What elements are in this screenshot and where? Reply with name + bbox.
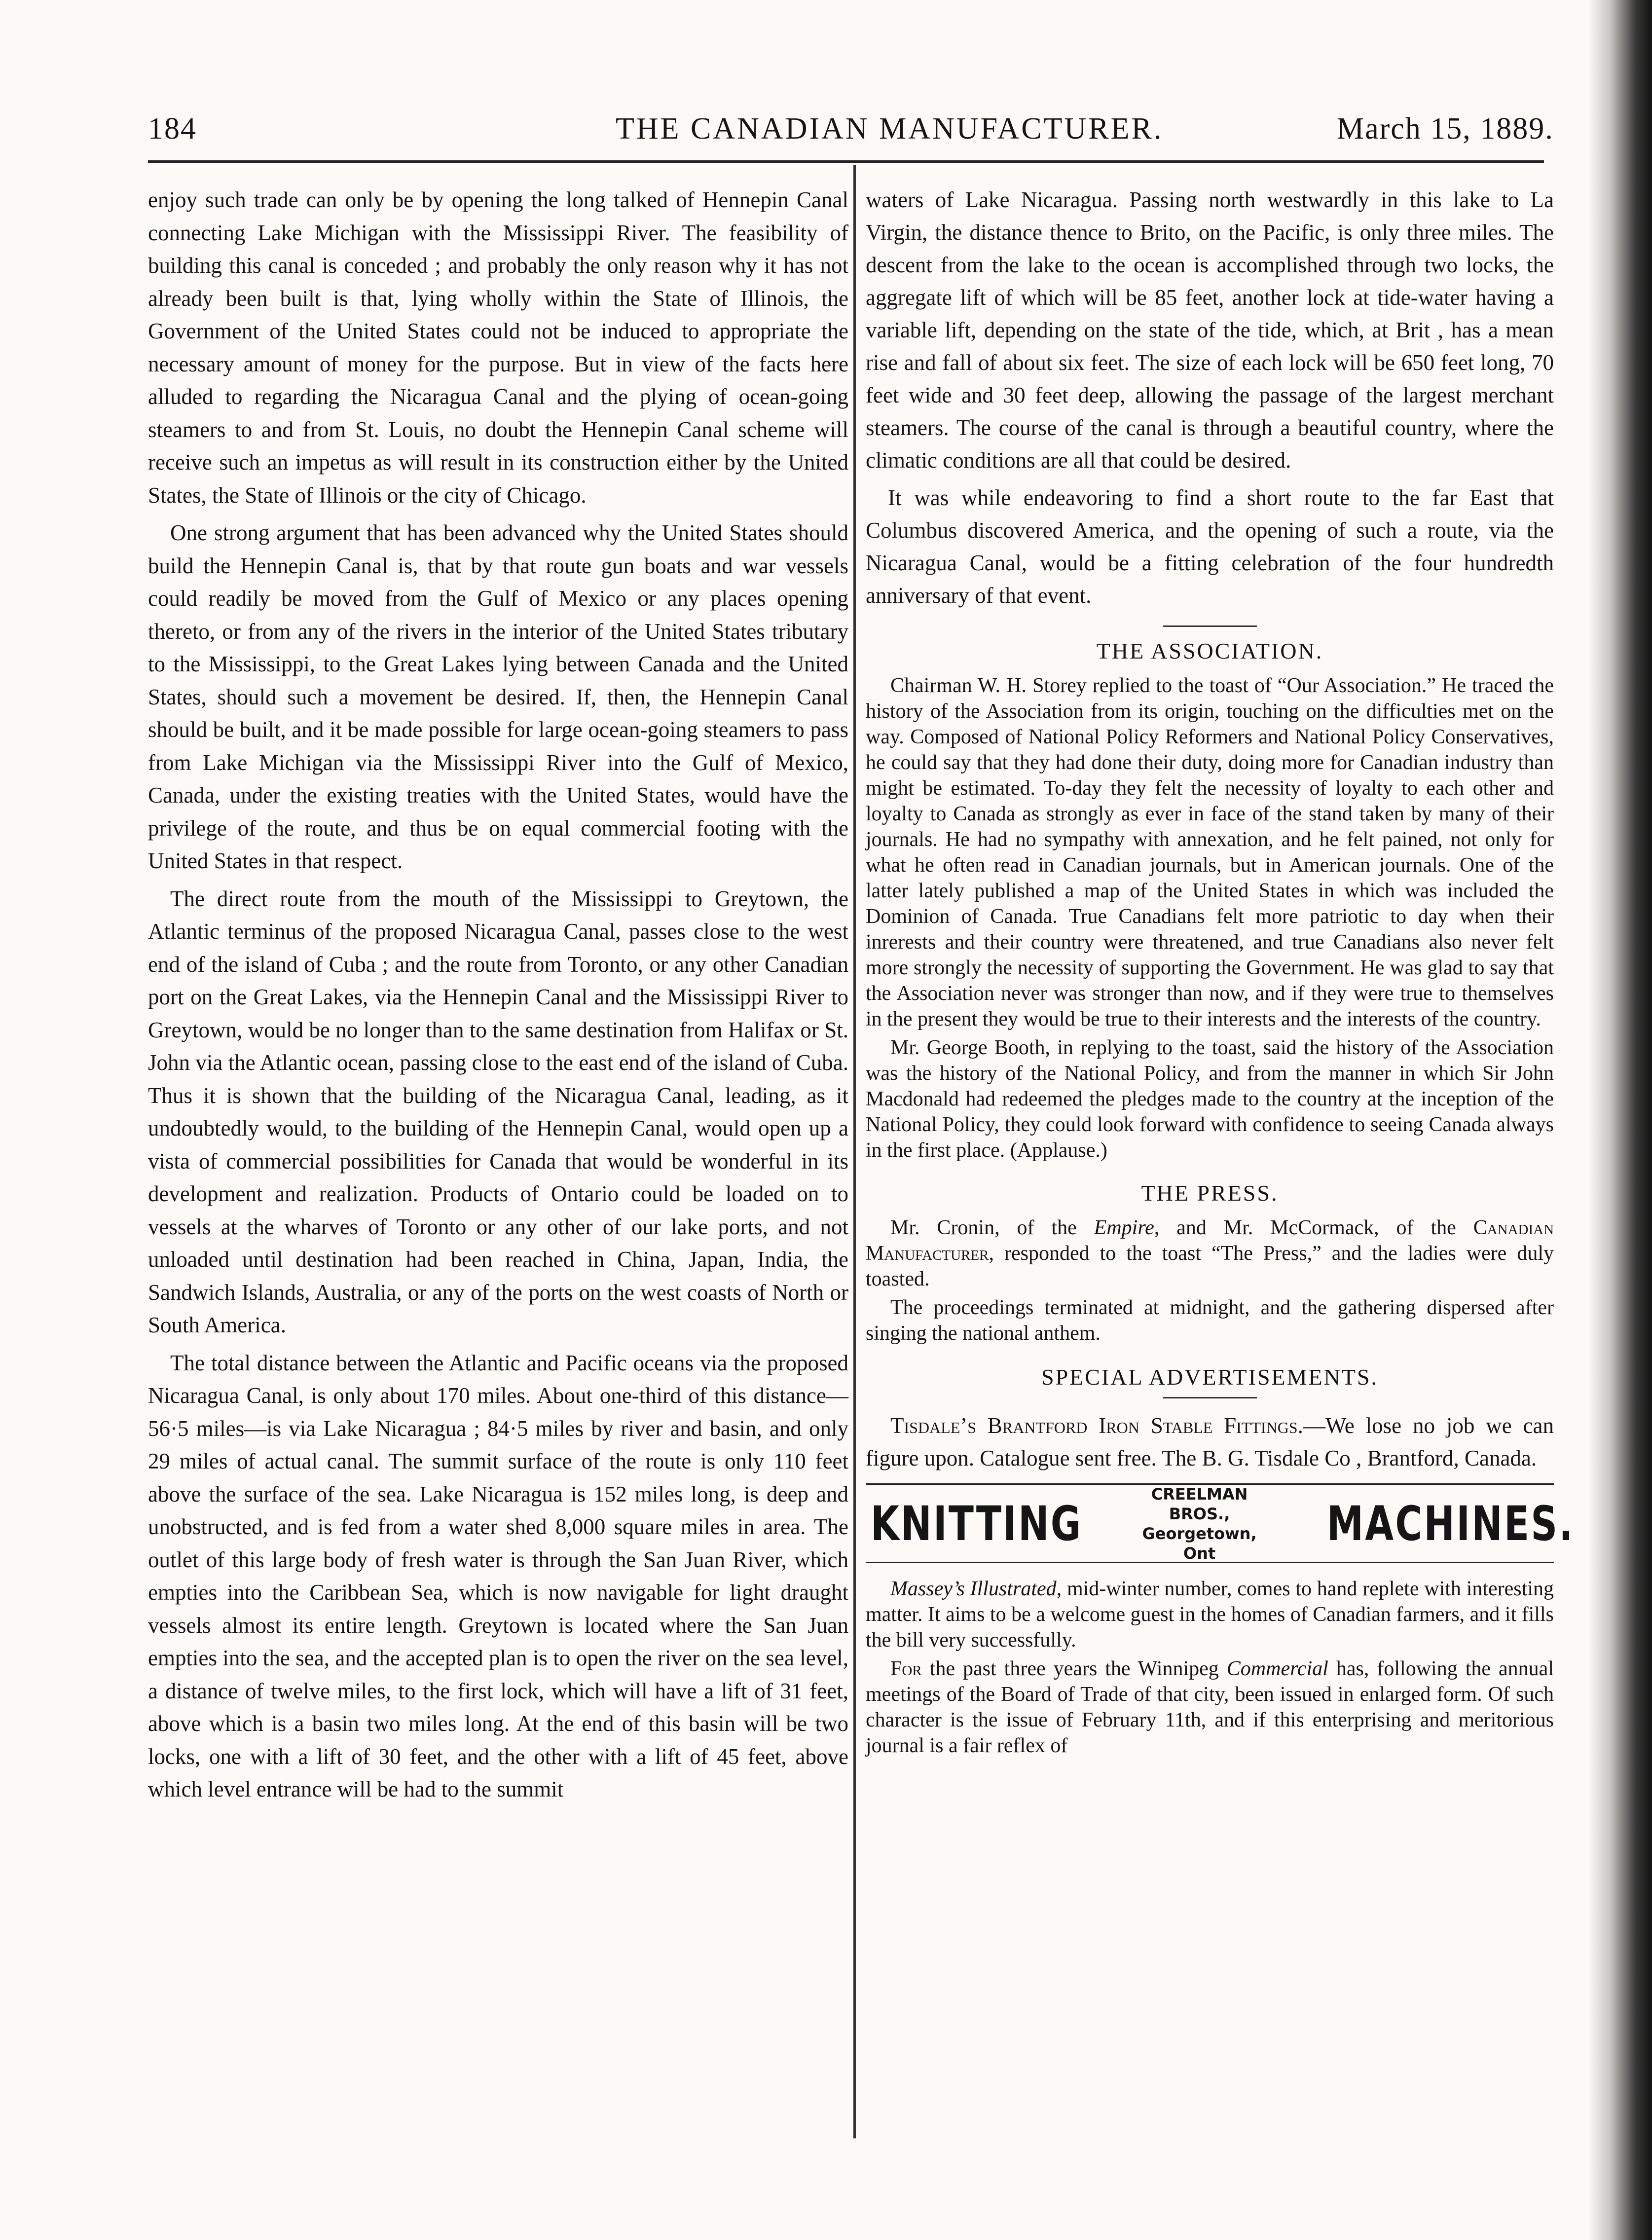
left-paragraph-4: The total distance between the Atlantic and Pacific oceans via the proposed Nicaragua Canal, is only about 170 miles. About one-third of this distance—56·5 miles—is via Lake Nicaragua ; 84·5 miles by river and basin, and only 29 miles of actual canal. The summit surface of the route is only 110 feet above the surface of the sea. Lake Nicaragua is 152 miles long, is deep and unobstructed, and is fed from a water shed 8,000 square miles in area. The outlet of this large body of fresh water is through the San Juan River, which empties into the Caribbean Sea, which is now navigable for light draught vessels almost its entire length. Greytown is located where the San Juan empties into the sea, and the accepted plan is to open the river on the sea level, a distance of twelve miles, to the first lock, which will have a lift of 31 feet, above which is a basin two miles long. At the end of this basin will be two locks, one with a lift of 30 feet, and the other with a lift of 45 feet, above which level entrance will be had to the summit [148, 1350, 848, 1801]
book-spine-shadow [1588, 0, 1652, 2240]
column-divider [853, 165, 856, 2138]
masthead-title: THE CANADIAN MANUFACTURER. [616, 112, 1164, 146]
press-heading: THE PRESS. [1141, 1180, 1279, 1206]
commercial-title: Commercial [1226, 1657, 1328, 1680]
knitting-machines-advertisement [866, 1483, 1575, 1563]
left-paragraph-2: One strong argument that has been advanced why the United States should build the Hennepin Canal is, that by that route gun boats and war vessels could readily be moved from the Gulf of Mexico or any places opening thereto, or from any of the rivers in the interior of the United States tributary to the Mississippi, to the Great Lakes lying between Canada and the United States, should such a movement be desired. If, then, the Hennepin Canal should be built, and it be made possible for large ocean-going steamers to pass from Lake Michigan via the Mississippi River into the Gulf of Mexico, Canada, under the existing treaties with the United States, would have the privilege of the route, and thus be on equal commercial footing with the United States in that respect. [148, 520, 848, 873]
ad-knitting-text: KNITTING [871, 1496, 1083, 1551]
ad-creelman-bros: CREELMAN BROS., Georgetown, Ont [1142, 1484, 1257, 1563]
ad-machines-text: MACHINES. [1326, 1496, 1575, 1551]
right-paragraph-2: It was while endeavoring to find a short route to the far East that Columbus discovered America, and the opening of such a route, via the Nicaragua Canal, would be a fitting celebration of the four hundredth anniversary of that event. [866, 485, 1554, 608]
left-paragraph-3: The direct route from the mouth of the Mississippi to Greytown, the Atlantic terminus of the proposed Nicaragua Canal, passes close to the west end of the island of Cuba ; and the route from Toronto, or any other Canadian port on the Great Lakes, via the Hennepin Canal and the Mississippi River to Greytown, would be no longer than to the same destination from Halifax or St. John via the Atlantic ocean, passing close to the east end of the island of Cuba. Thus it is shown that the building of the Nicaragua Canal, leading, as it undoubtedly would, to the building of the Hennepin Canal, would open up a vista of commercial possibilities for Canada that would be wonderful in its development and realization. Products of Ontario could be loaded on to vessels at the wharves of Toronto or any other of our lake ports, and not unloaded until destination had been reached in China, Japan, India, the Sandwich Islands, Australia, or any of the ports on the west coasts of North or South America. [148, 886, 848, 1337]
page-number: 184 [148, 112, 197, 146]
press-paragraph-2: The proceedings terminated at midnight, and the gathering dispersed after singing the national anthem. [866, 1296, 1554, 1345]
right-paragraph-1: waters of Lake Nicaragua. Passing north westwardly in this lake to La Virgin, the distance thence to Brito, on the Pacific, is only three miles. The descent from the lake to the ocean is accomplished through two locks, the aggregate lift of which will be 85 feet, another lock at tide-water having a variable lift, depending on the state of the tide, which, at Brit , has a mean rise and fall of about six feet. The size of each lock will be 650 feet long, 70 feet wide and 30 feet deep, allowing the passage of the largest merchant steamers. The course of the canal is through a beautiful country, where the climatic conditions are all that could be desired. [866, 187, 1554, 473]
right-column [866, 184, 1575, 1759]
association-paragraph-1: Chairman W. H. Storey replied to the toast of “Our Association.” He traced the history of the Association from its origin, touching on the difficulties met on the way. Composed of National Policy Reformers and National Policy Conservatives, he could say that they had done their duty, doing more for Canadian industry than might be estimated. To-day they felt the necessity of loyalty to each other and loyalty to Canada as strongly as ever in face of the stand taken by many of their journals. He had no sympathy with annexation, and he felt pained, not only for what he often read in Canadian journals, but in American journals. One of the latter lately published a map of the United States in which was included the Dominion of Canada. True Canadians felt more patriotic to day when their inrerests and their country were threatened, and true Canadians also never felt more strongly the necessity of supporting the Government. He was glad to say that the Association never was stronger than now, and if they were true to themselves in the present they would be true to their interests and the interests of the country. [866, 674, 1554, 1030]
header-rule [148, 160, 1544, 163]
tisdale-name: Tisdale’s Brantford Iron Stable Fittings. [890, 1413, 1303, 1438]
association-heading: THE ASSOCIATION. [1096, 638, 1323, 663]
issue-date: March 15, 1889. [1337, 112, 1554, 146]
association-paragraph-2: Mr. George Booth, in replying to the toast, said the history of the Association was the history of the National Policy, and from the manner in which Sir John Macdonald had redeemed the pledges made to the country at the inception of the National Policy, they could look forward with confidence to seeing Canada always in the first place. (Applause.) [866, 1036, 1554, 1162]
canadian-manufacturer-name: Canadian Manufacturer [866, 1216, 1554, 1265]
left-paragraph-1: enjoy such trade can only be by opening the long talked of Hennepin Canal connecting Lake Michigan with the Mississippi River. The feasibility of building this canal is conceded ; and probably the only reason why it has not already been built is that, lying wholly within the State of Illinois, the Government of the United States could not be induced to appropriate the necessary amount of money for the purpose. But in view of the facts here alluded to regarding the Nicaragua Canal and the plying of ocean-going steamers to and from St. Louis, no doubt the Hennepin Canal scheme will receive such an impetus as will result in its construction either by the United States, the State of Illinois or the city of Chicago. [148, 187, 848, 508]
empire-title: Empire [1094, 1216, 1154, 1239]
press-paragraph-1: Mr. Cronin, of the Empire, and Mr. McCormack, of the Canadian Manufacturer, responded to the toast “The Press,” and the ladies were duly toasted. [866, 1216, 1554, 1290]
massey-title: Massey’s Illustrated [890, 1578, 1057, 1600]
special-advertisements-heading: SPECIAL ADVERTISEMENTS. [1041, 1364, 1378, 1390]
massey-notice: Massey’s Illustrated, mid-winter number, comes to hand replete with interesting matter. It aims to be a welcome guest in the homes of Canadian farmers, and it fills the bill very successfully. [866, 1578, 1554, 1652]
winnipeg-notice: For the past three years the Winnipeg Commercial has, following the annual meetings of the Board of Trade of that city, been issued in enlarged form. Of such character is the issue of February 11th, and if this enterprising and meritorious journal is a fair reflex of [866, 1657, 1554, 1757]
left-column [148, 184, 848, 1806]
tisdale-advertisement: Tisdale’s Brantford Iron Stable Fittings.—We lose no job we can figure upon. Catalogue sent free. The B. G. Tisdale Co , Brantford, Canada. [866, 1413, 1554, 1470]
